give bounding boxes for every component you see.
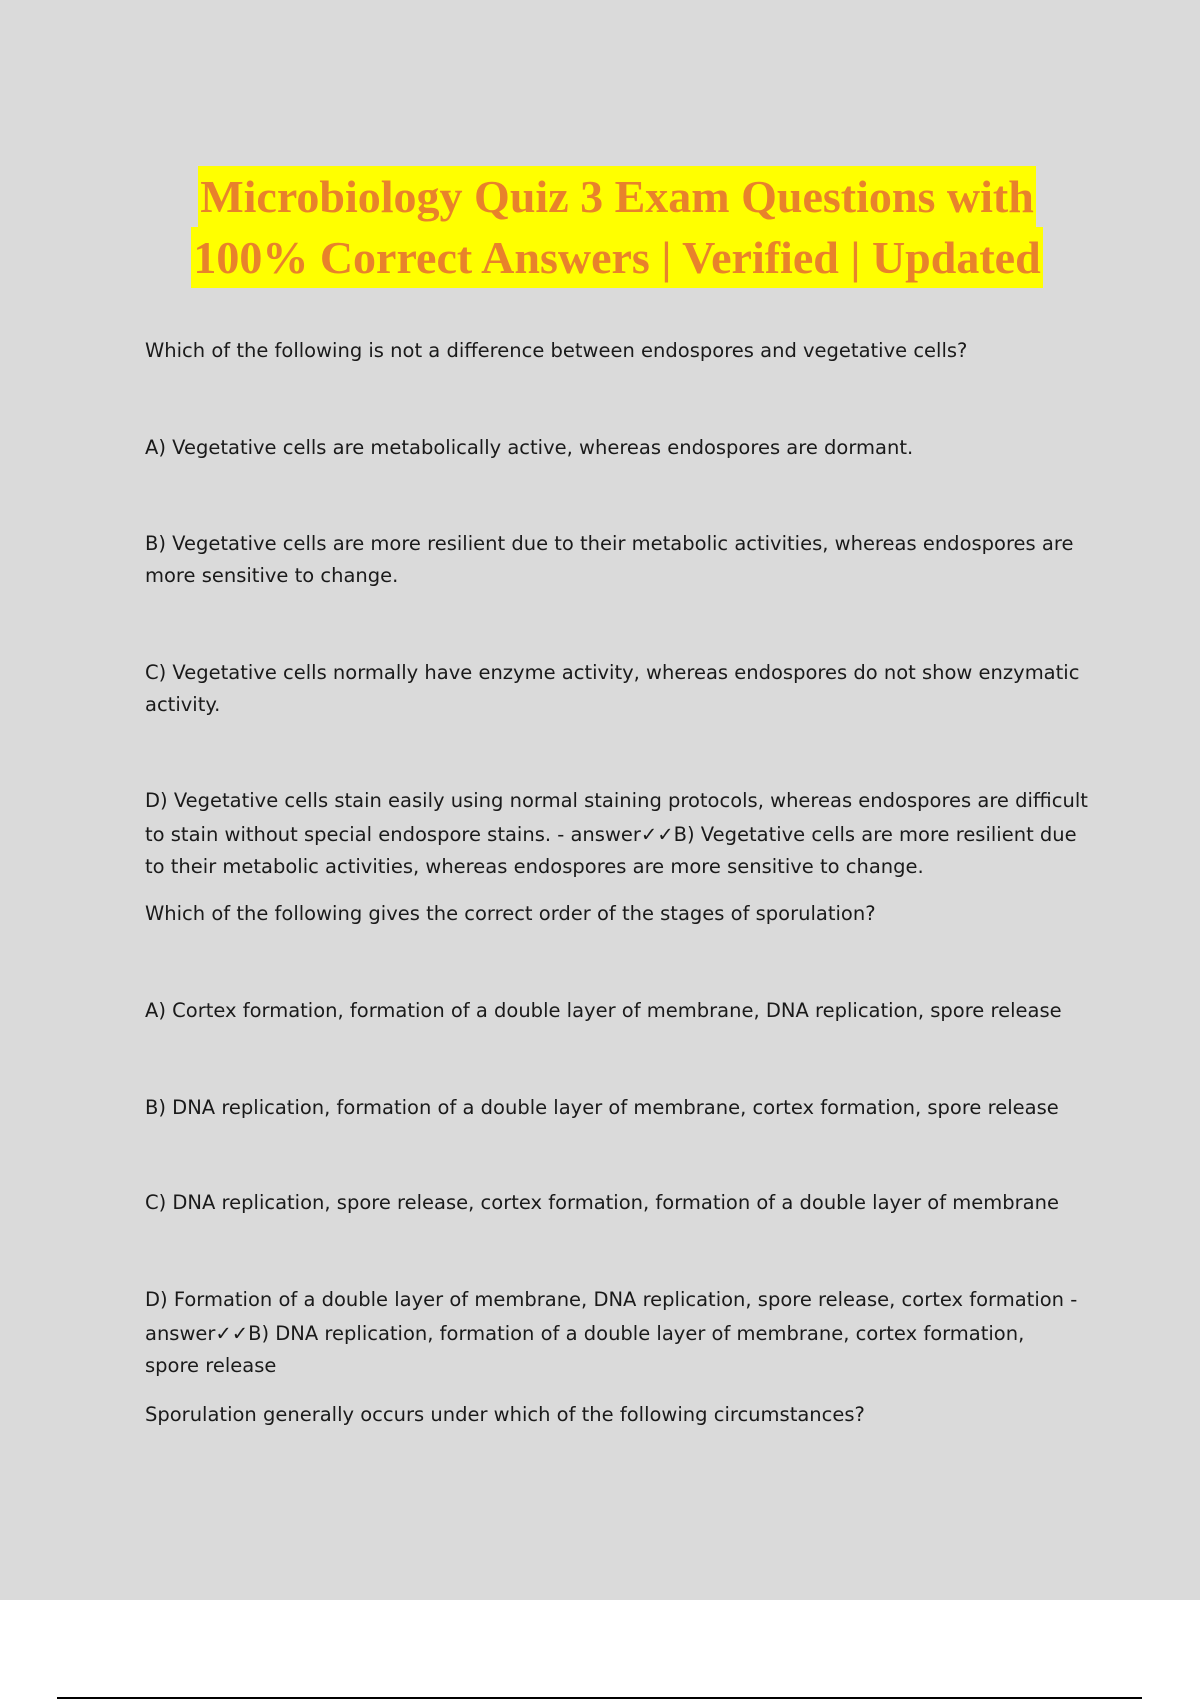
bottom-divider (57, 1697, 1142, 1699)
question-1-option-d: D) Vegetative cells stain easily using normal staining protocols, whereas endospores are difficult (145, 789, 1088, 812)
title-line-1: Microbiology Quiz 3 Exam Questions with (198, 166, 1036, 227)
question-2-answer-cont: spore release (145, 1354, 277, 1377)
title-line-2: 100% Correct Answers | Verified | Updated (191, 227, 1042, 288)
question-1-option-b: B) Vegetative cells are more resilient due to their metabolic activities, whereas endospores are (145, 532, 1074, 555)
question-1-answer-cont: to their metabolic activities, whereas endospores are more sensitive to change. (145, 855, 924, 878)
question-3-text: Sporulation generally occurs under which of the following circumstances? (145, 1403, 865, 1426)
question-2-option-d: D) Formation of a double layer of membrane, DNA replication, spore release, cortex formation - (145, 1288, 1078, 1311)
question-2-answer: answer✓✓B) DNA replication, formation of a double layer of membrane, cortex formation, (145, 1322, 1025, 1345)
document-title (0, 166, 1200, 288)
question-2-option-a: A) Cortex formation, formation of a double layer of membrane, DNA replication, spore release (145, 999, 1062, 1022)
question-2-option-b: B) DNA replication, formation of a double layer of membrane, cortex formation, spore release (145, 1096, 1059, 1119)
question-1-option-a: A) Vegetative cells are metabolically active, whereas endospores are dormant. (145, 436, 914, 459)
question-1-text: Which of the following is not a difference between endospores and vegetative cells? (145, 339, 968, 362)
question-2-text: Which of the following gives the correct order of the stages of sporulation? (145, 902, 876, 925)
question-1-option-c: C) Vegetative cells normally have enzyme activity, whereas endospores do not show enzymatic (145, 661, 1080, 684)
question-1-answer: to stain without special endospore stains. - answer✓✓B) Vegetative cells are more resilient due (145, 823, 1077, 846)
question-1-option-c-cont: activity. (145, 693, 221, 716)
question-1-option-b-cont: more sensitive to change. (145, 564, 399, 587)
question-2-option-c: C) DNA replication, spore release, cortex formation, formation of a double layer of membrane (145, 1191, 1059, 1214)
